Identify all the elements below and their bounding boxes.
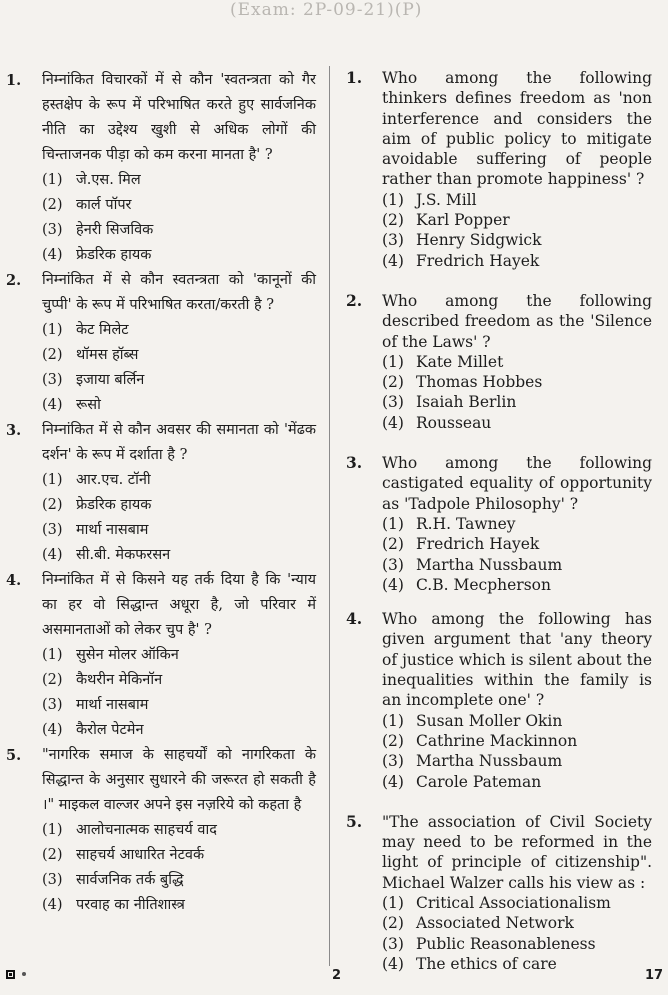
- option-number: (4): [42, 722, 63, 738]
- option: [382, 954, 652, 974]
- option-text: फ्रेडरिक हायक: [76, 497, 152, 513]
- option-text: Cathrine Mackinnon: [416, 731, 578, 750]
- question-number: 1.: [346, 68, 363, 87]
- option: [382, 514, 652, 534]
- option-text: आलोचनात्मक साहचर्य वाद: [76, 822, 217, 838]
- option: [382, 251, 652, 271]
- option-number: (4): [382, 251, 404, 270]
- option: [382, 555, 652, 575]
- option: [42, 393, 316, 418]
- option-text: Martha Nussbaum: [416, 752, 563, 771]
- option-number: (2): [42, 672, 63, 688]
- option-text: Martha Nussbaum: [416, 555, 563, 574]
- question-number: 2.: [6, 272, 22, 289]
- option: [42, 818, 316, 843]
- option: [42, 493, 316, 518]
- question-hi-5: [6, 743, 316, 918]
- option-text: साहचर्य आधारित नेटवर्क: [76, 847, 205, 863]
- option-number: (3): [382, 555, 404, 574]
- option-text: Fredrich Hayek: [416, 535, 540, 554]
- option: [382, 534, 652, 554]
- option-text: Kate Millet: [416, 352, 504, 371]
- question-stem: निम्नांकित में से कौन स्वतन्त्रता को 'कानूनों की चुप्पी' के रूप में परिभाषित करता/करती है ?: [42, 272, 316, 313]
- question-stem: Who among the following castigated equality of opportunity as 'Tadpole Philosophy' ?: [382, 454, 652, 513]
- question-number: 4.: [6, 572, 22, 589]
- option-number: (2): [42, 197, 63, 213]
- option: [42, 368, 316, 393]
- option: [42, 343, 316, 368]
- option: [382, 190, 652, 210]
- option-text: मार्था नासबाम: [76, 697, 149, 713]
- option-text: सार्वजनिक तर्क बुद्धि: [76, 872, 184, 888]
- option-text: Thomas Hobbes: [416, 373, 543, 392]
- option: [382, 413, 652, 433]
- option-number: (1): [42, 172, 63, 188]
- dot-icon: [22, 972, 26, 976]
- option-number: (1): [382, 893, 404, 912]
- option-text: Public Reasonableness: [416, 934, 596, 953]
- option-number: (2): [42, 347, 63, 363]
- option-number: (1): [382, 190, 404, 209]
- page-number-right: 17: [645, 968, 664, 983]
- option-number: (2): [382, 731, 404, 750]
- question-stem: "नागरिक समाज के साहचर्यों को नागरिकता के सिद्धान्त के अनुसार सुधारने की जरूरत हो सकती है ।" माइकल वाल्जर अपने इस नज़रिये को कहता है: [42, 747, 316, 813]
- question-stem: Who among the following has given argument that 'any theory of justice which is silent about the inequalities within the family is an incomplete one' ?: [382, 610, 652, 710]
- option: [42, 868, 316, 893]
- option-text: मार्था नासबाम: [76, 522, 149, 538]
- option-number: (4): [382, 413, 404, 432]
- option-text: Critical Associationalism: [416, 893, 611, 912]
- option-number: (3): [382, 231, 404, 250]
- question-en-4: [346, 609, 652, 792]
- option: [382, 731, 652, 751]
- option-text: The ethics of care: [416, 954, 557, 973]
- corner-box-icon: [6, 970, 15, 979]
- option-text: Karl Popper: [416, 211, 510, 230]
- option: [42, 543, 316, 568]
- option-number: (1): [42, 322, 63, 338]
- option: [42, 318, 316, 343]
- option: [382, 772, 652, 792]
- option-number: (4): [382, 772, 404, 791]
- option-number: (4): [42, 397, 63, 413]
- option: [382, 893, 652, 913]
- option-text: कैथरीन मेकिनॉन: [76, 672, 163, 688]
- option-text: Rousseau: [416, 413, 492, 432]
- option: [382, 372, 652, 392]
- option-number: (3): [42, 222, 63, 238]
- option-number: (2): [382, 535, 404, 554]
- option: [42, 643, 316, 668]
- option-number: (3): [42, 872, 63, 888]
- question-stem: निम्नांकित विचारकों में से कौन 'स्वतन्त्रता को गैर हस्तक्षेप के रूप में परिभाषित करते हुए सार्वजनिक नीति का उद्देश्य खुशी से अधिक लोगों की चिन्ताजनक पीड़ा को कम करना मानता है' ?: [42, 72, 316, 163]
- option: [382, 210, 652, 230]
- question-number: 3.: [6, 422, 22, 439]
- option-number: (4): [382, 954, 404, 973]
- option-text: सुसेन मोलर ऑकिन: [76, 647, 179, 663]
- option: [42, 193, 316, 218]
- option: [382, 575, 652, 595]
- option-text: थॉमस हॉब्स: [76, 347, 139, 363]
- option-text: कार्ल पॉपर: [76, 197, 132, 213]
- option-text: J.S. Mill: [416, 190, 477, 209]
- option-number: (1): [42, 822, 63, 838]
- option-text: कैरोल पेटमेन: [76, 722, 144, 738]
- option: [42, 843, 316, 868]
- option-text: C.B. Mecpherson: [416, 575, 551, 594]
- option-text: परवाह का नीतिशास्त्र: [76, 897, 185, 913]
- option-number: (4): [42, 897, 63, 913]
- question-number: 2.: [346, 290, 363, 310]
- option-text: रूसो: [76, 397, 101, 413]
- question-number: 4.: [346, 609, 363, 629]
- option: [382, 934, 652, 954]
- option: [42, 168, 316, 193]
- option-text: R.H. Tawney: [416, 514, 516, 533]
- option-number: (4): [42, 247, 63, 263]
- question-number: 3.: [346, 453, 363, 473]
- option: [382, 230, 652, 250]
- option: [42, 668, 316, 693]
- english-column: [346, 68, 652, 974]
- option-number: (1): [382, 352, 404, 371]
- option: [382, 392, 652, 412]
- option: [382, 711, 652, 731]
- option: [42, 468, 316, 493]
- option-text: इजाया बर्लिन: [76, 372, 145, 388]
- option-number: (2): [382, 211, 404, 230]
- option-text: हेनरी सिजविक: [76, 222, 154, 238]
- option-number: (4): [42, 547, 63, 563]
- column-divider: [329, 66, 330, 966]
- question-hi-4: [6, 568, 316, 743]
- option-text: सी.बी. मेकफरसन: [76, 547, 171, 563]
- option-number: (4): [382, 575, 404, 594]
- option-number: (3): [382, 934, 404, 953]
- question-stem: Who among the following described freedom as the 'Silence of the Laws' ?: [382, 291, 652, 351]
- question-en-5: [346, 812, 652, 974]
- option-number: (1): [42, 647, 63, 663]
- option: [42, 518, 316, 543]
- option: [382, 913, 652, 933]
- option-text: आर.एच. टॉनी: [76, 472, 151, 488]
- option: [382, 352, 652, 372]
- question-en-1: [346, 68, 652, 271]
- option-number: (3): [382, 393, 404, 412]
- option-text: जे.एस. मिल: [76, 172, 141, 188]
- option: [382, 751, 652, 771]
- option-number: (1): [42, 472, 63, 488]
- question-stem: "The association of Civil Society may need to be reformed in the light of principle of citizenship". Michael Walzer calls his view as :: [382, 812, 652, 892]
- hindi-column: [6, 68, 316, 918]
- option-text: Henry Sidgwick: [416, 231, 542, 250]
- question-stem: Who among the following thinkers defines freedom as 'non interference and considers the aim of public policy to mitigate avoidable suffering of people rather than promote happiness' ?: [382, 69, 652, 189]
- option: [42, 218, 316, 243]
- option-number: (1): [382, 514, 404, 533]
- option-number: (3): [42, 522, 63, 538]
- question-stem: निम्नांकित में से किसने यह तर्क दिया है कि 'न्याय का हर वो सिद्धान्त अधूरा है, जो परिवार में असमानताओं को लेकर चुप है' ?: [42, 572, 316, 638]
- option: [42, 243, 316, 268]
- question-en-3: [346, 453, 652, 595]
- option-number: (2): [382, 914, 404, 933]
- option-number: (2): [382, 373, 404, 392]
- option-text: Susan Moller Okin: [416, 711, 563, 730]
- question-hi-1: [6, 68, 316, 268]
- question-number: 5.: [6, 747, 22, 764]
- option-text: Isaiah Berlin: [416, 393, 517, 412]
- option-text: Fredrich Hayek: [416, 251, 540, 270]
- option-text: केट मिलेट: [76, 322, 129, 338]
- option-number: (3): [382, 752, 404, 771]
- question-number: 1.: [6, 72, 22, 89]
- question-en-2: [346, 291, 652, 433]
- page-number-center: 2: [332, 968, 342, 983]
- option: [42, 893, 316, 918]
- option-number: (3): [42, 372, 63, 388]
- option-number: (2): [42, 497, 63, 513]
- option: [42, 693, 316, 718]
- question-number: 5.: [346, 811, 363, 831]
- question-hi-2: [6, 268, 316, 418]
- option-text: Associated Network: [416, 914, 574, 933]
- question-hi-3: [6, 418, 316, 568]
- option: [42, 718, 316, 743]
- option-text: फ्रेडरिक हायक: [76, 247, 152, 263]
- header-handwriting: (Exam: 2P-09-21)(P): [230, 0, 423, 20]
- option-text: Carole Pateman: [416, 772, 542, 791]
- option-number: (3): [42, 697, 63, 713]
- question-stem: निम्नांकित में से कौन अवसर की समानता को 'मेंढक दर्शन' के रूप में दर्शाता है ?: [42, 422, 316, 463]
- option-number: (2): [42, 847, 63, 863]
- option-number: (1): [382, 711, 404, 730]
